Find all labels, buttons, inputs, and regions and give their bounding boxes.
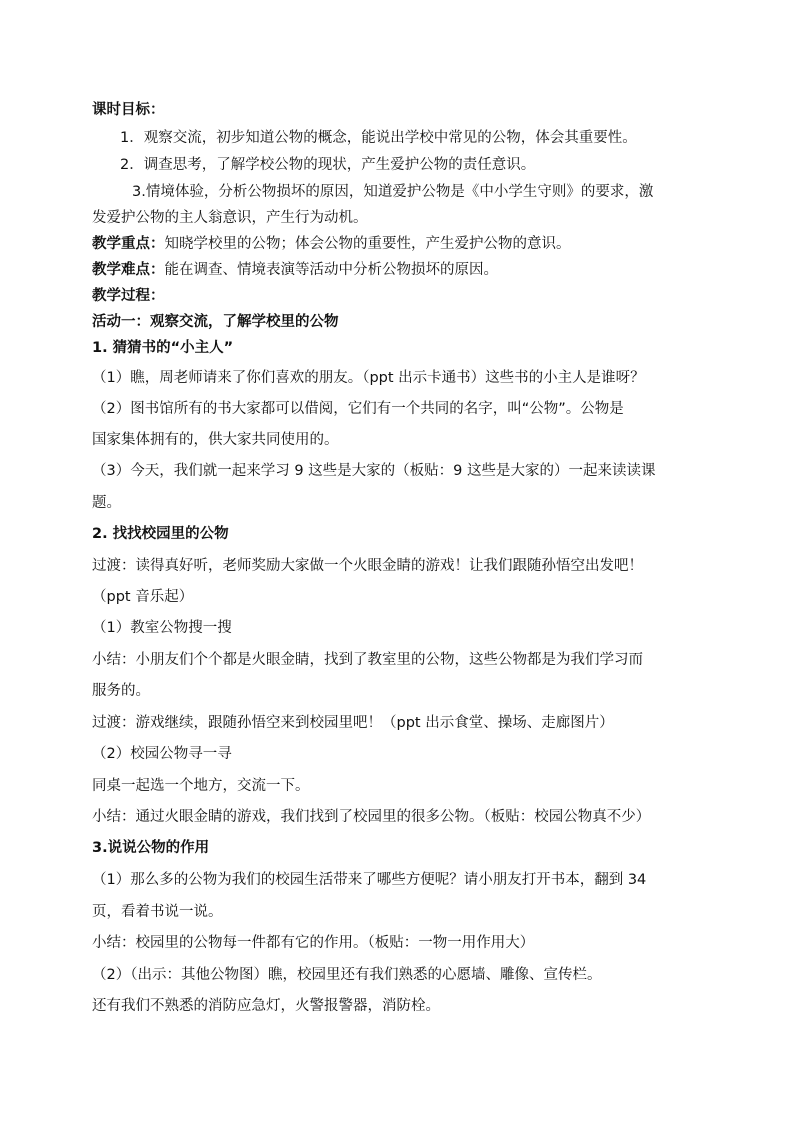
text-line: 页，看着书说一说。 (92, 904, 223, 920)
text-line: （2）（出示：其他公物图）瞧，校园里还有我们熟悉的心愿墙、雕像、宣传栏。 (92, 967, 602, 983)
text-line: 服务的。 (92, 683, 150, 699)
diff-text: 能在调查、情境表演等活动中分析公物损坏的原因。 (164, 262, 498, 278)
text-line: 过渡：游戏继续，跟随孙悟空来到校园里吧！（ppt 出示食堂、操场、走廊图片） (92, 715, 614, 731)
section-2-heading: 2. 找找校园里的公物 (92, 526, 229, 542)
text-line: 国家集体拥有的，供大家共同使用的。 (92, 432, 339, 448)
text-line: （1）教室公物搜一搜 (92, 620, 232, 636)
section-3-heading: 3.说说公物的作用 (92, 840, 210, 856)
text-line: （3）今天，我们就一起来学习 9 这些是大家的（板贴：9 这些是大家的）一起来读读课 (92, 463, 656, 479)
text-line: （2）校园公物寻一寻 (92, 746, 232, 762)
text-line: 过渡：读得真好听，老师奖励大家做一个火眼金睛的游戏！让我们跟随孙悟空出发吧！ (92, 558, 643, 574)
text-line: （1）瞧，周老师请来了你们喜欢的朋友。（ppt 出示卡通书）这些书的小主人是谁呀？ (92, 370, 645, 386)
text-line: 小结：小朋友们个个都是火眼金睛，找到了教室里的公物，这些公物都是为我们学习而 (92, 652, 643, 668)
key-points (92, 234, 704, 254)
text-line: 题。 (92, 495, 121, 511)
goal-3: 3.情境体验，分析公物损坏的原因，知道爱护公物是《中小学生守则》的要求，激 (132, 184, 654, 200)
process-heading: 教学过程： (92, 288, 165, 304)
section-1-heading: 1. 猜猜书的“小主人” (92, 340, 234, 356)
text-line: 小结：校园里的公物每一件都有它的作用。（板贴：一物一用作用大） (92, 935, 535, 951)
goal-3-cont: 发爱护公物的主人翁意识，产生行为动机。 (92, 210, 368, 226)
goal-1: 1．观察交流，初步知道公物的概念，能说出学校中常见的公物，体会其重要性。 (120, 130, 637, 146)
key-label: 教学重点： (92, 236, 165, 252)
goal-2: 2．调查思考，了解学校公物的现状，产生爱护公物的责任意识。 (120, 157, 536, 173)
heading-objectives: 课时目标： (92, 102, 165, 118)
text-line: （1）那么多的公物为我们的校园生活带来了哪些方便呢？请小朋友打开书本，翻到 34 (92, 872, 647, 888)
difficult-points (92, 260, 704, 280)
key-text: 知晓学校里的公物；体会公物的重要性，产生爱护公物的意识。 (164, 236, 571, 252)
diff-label: 教学难点： (92, 262, 165, 278)
text-line: 小结：通过火眼金睛的游戏，我们找到了校园里的很多公物。（板贴：校园公物真不少） (92, 809, 651, 825)
activity-1-heading: 活动一：观察交流，了解学校里的公物 (92, 314, 339, 330)
text-line: （ppt 音乐起） (92, 589, 194, 605)
text-line: （2）图书馆所有的书大家都可以借阅，它们有一个共同的名字，叫“公物”。公物是 (92, 401, 624, 417)
text-line: 同桌一起选一个地方，交流一下。 (92, 778, 310, 794)
text-line: 还有我们不熟悉的消防应急灯，火警报警器，消防栓。 (92, 998, 440, 1014)
